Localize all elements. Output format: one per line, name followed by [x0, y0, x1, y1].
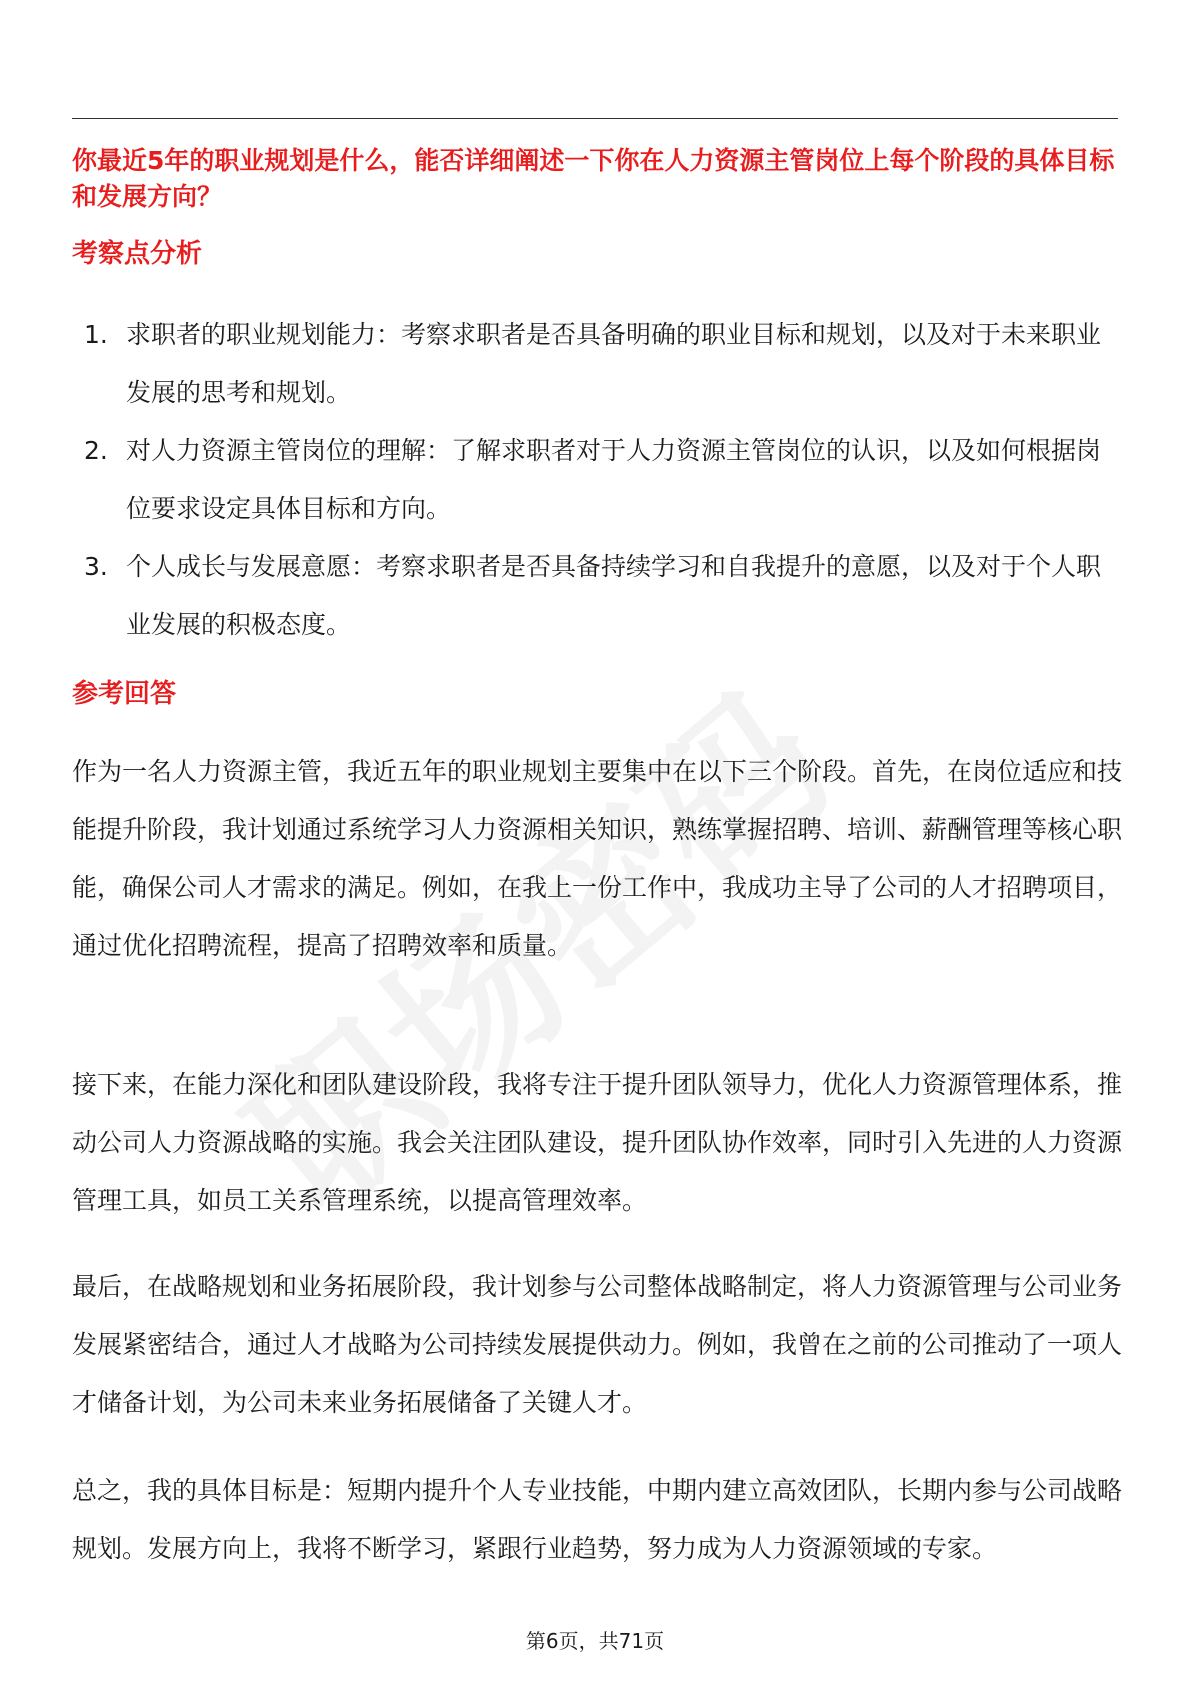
answer-paragraph: 总之，我的具体目标是：短期内提升个人专业技能，中期内建立高效团队，长期内参与公司战略规划。发展方向上，我将不断学习，紧跟行业趋势，努力成为人力资源领域的专家。 [72, 1476, 1123, 1563]
answer-paragraph: 最后，在战略规划和业务拓展阶段，我计划参与公司整体战略制定，将人力资源管理与公司业务发展紧密结合，通过人才战略为公司持续发展提供动力。例如，我曾在之前的公司推动了一项人才储备计划，为公司未来业务拓展储备了关键人才。 [72, 1272, 1123, 1417]
analysis-item [84, 306, 1124, 422]
item-number: 3. [84, 552, 108, 581]
item-text: 求职者的职业规划能力：考察求职者是否具备明确的职业目标和规划，以及对于未来职业发展的思考和规划。 [126, 320, 1102, 407]
answer-paragraph: 接下来，在能力深化和团队建设阶段，我将专注于提升团队领导力，优化人力资源管理体系，推动公司人力资源战略的实施。我会关注团队建设，提升团队协作效率，同时引入先进的人力资源管理工具，如员工关系管理系统，以提高管理效率。 [72, 1070, 1123, 1215]
question-title: 你最近5年的职业规划是什么，能否详细阐述一下你在人力资源主管岗位上每个阶段的具体目标和发展方向？ [72, 146, 1115, 211]
item-number: 2. [84, 436, 108, 465]
analysis-list [84, 306, 1124, 654]
analysis-item [84, 422, 1124, 538]
item-number: 1. [84, 320, 108, 349]
page-number: 第6页，共71页 [525, 1629, 665, 1653]
item-text: 对人力资源主管岗位的理解：了解求职者对于人力资源主管岗位的认识，以及如何根据岗位要求设定具体目标和方向。 [126, 436, 1102, 523]
item-text: 个人成长与发展意愿：考察求职者是否具备持续学习和自我提升的意愿，以及对于个人职业发展的积极态度。 [126, 552, 1102, 639]
analysis-heading: 考察点分析 [72, 239, 203, 269]
header-divider [72, 118, 1118, 119]
analysis-item [84, 538, 1124, 654]
answer-paragraph: 作为一名人力资源主管，我近五年的职业规划主要集中在以下三个阶段。首先，在岗位适应和技能提升阶段，我计划通过系统学习人力资源相关知识，熟练掌握招聘、培训、薪酬管理等核心职能，确保公司人才需求的满足。例如，在我上一份工作中，我成功主导了公司的人才招聘项目，通过优化招聘流程，提高了招聘效率和质量。 [72, 757, 1123, 960]
answer-heading: 参考回答 [72, 679, 177, 709]
